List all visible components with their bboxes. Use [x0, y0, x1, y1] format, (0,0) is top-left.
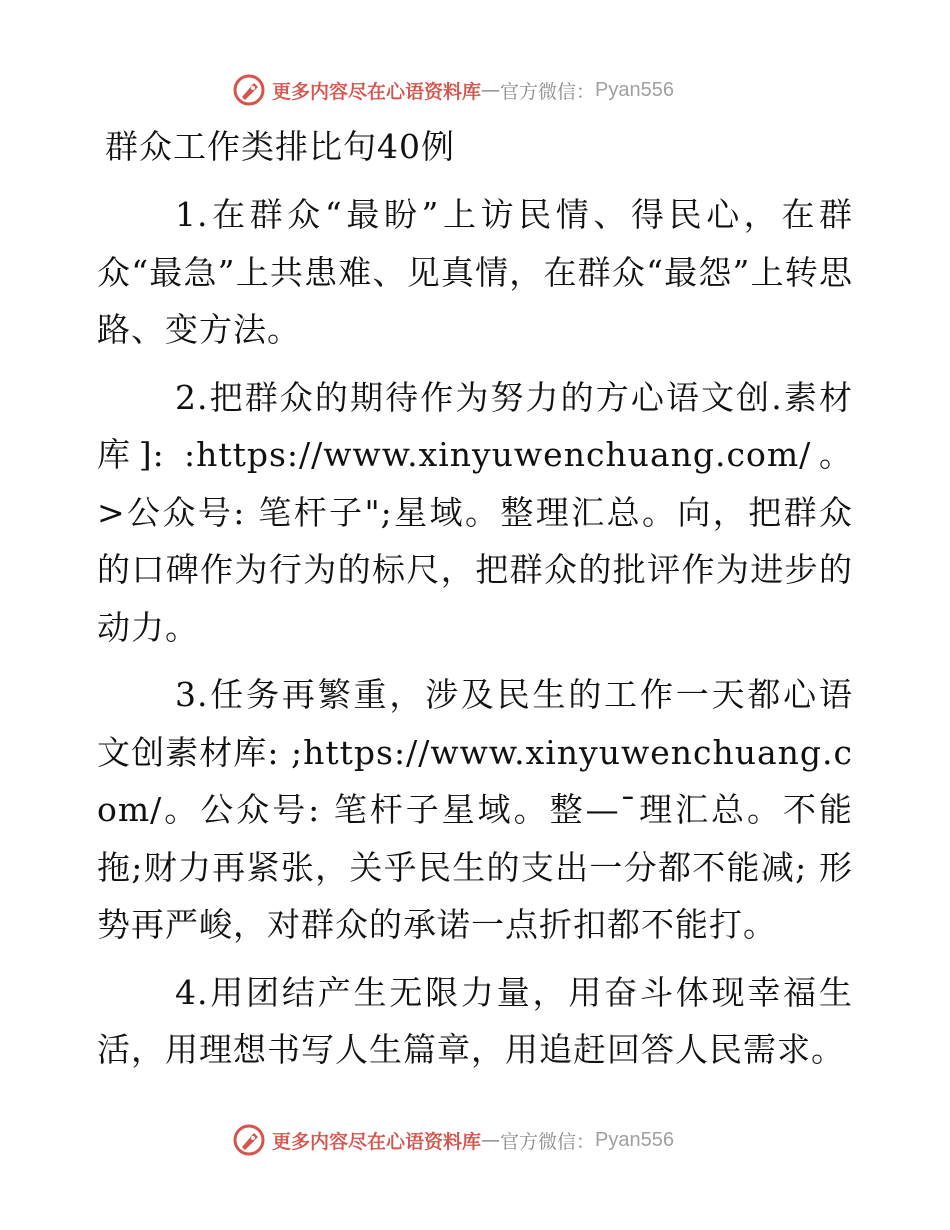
watermark-dash: —	[481, 79, 501, 101]
paragraph-1: 1.在群众“最盼”上访民情、得民心，在群众“最急”上共患难、见真情，在群众“最怨”上转思路、变方法。	[97, 195, 853, 349]
pen-nib-logo-icon	[232, 73, 266, 107]
document-title: 群众工作类排比句40例	[105, 127, 455, 166]
watermark-dash: —	[481, 1129, 501, 1151]
watermark-contact-label: 官方微信：	[500, 1130, 596, 1153]
paragraph-2: 2.把群众的期待作为努力的方心语文创.素材库]: :https://www.xinyuwenchuang.com/。>公众号: 笔杆子";星域。整理汇总。向，把群众的口碑作为行为的标尺，把群众的批评作为进步的动力。	[97, 377, 853, 647]
watermark-contact-id: Pyan556	[595, 78, 674, 101]
watermark-header	[232, 72, 674, 108]
paragraph-4: 4.用团结产生无限力量，用奋斗体现幸福生活，用理想书写人生篇章，用追赶回答人民需求。	[97, 972, 853, 1069]
watermark-contact-label: 官方微信：	[500, 80, 596, 103]
document-body	[97, 118, 853, 1079]
watermark-brand: 更多内容尽在心语资料库	[272, 80, 482, 103]
pen-nib-logo-icon	[232, 1123, 266, 1157]
watermark-brand: 更多内容尽在心语资料库	[272, 1130, 482, 1153]
paragraph-3: 3.任务再繁重，涉及民生的工作一天都心语文创素材库: ;https://www.xinyuwenchuang.com/。公众号: 笔杆子星域。整—¯理汇总。不能拖;财力再紧张，关乎民生的支出一分都不能减; 形势再严峻，对群众的承诺一点折扣都不能打。	[97, 675, 853, 944]
watermark-footer	[232, 1122, 674, 1158]
watermark-contact-id: Pyan556	[595, 1128, 674, 1151]
